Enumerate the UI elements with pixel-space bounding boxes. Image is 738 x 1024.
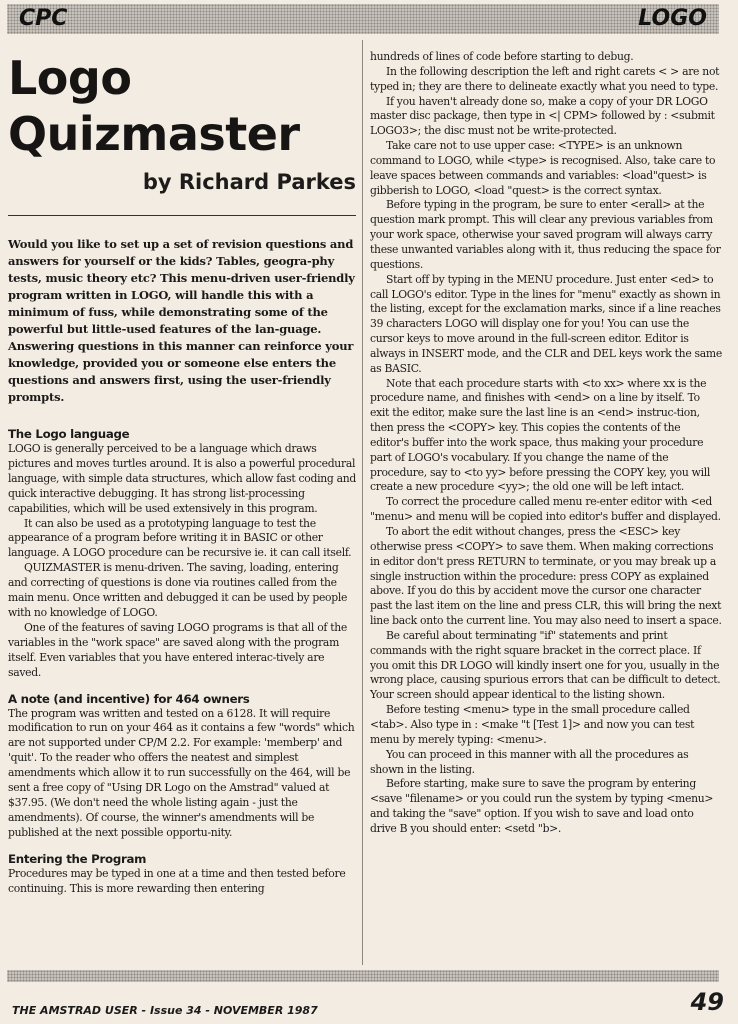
- paragraph: It can also be used as a prototyping language to test the appearance of a program before writing it in BASIC or other language. A LOGO procedure can be recursive ie. it can call itself.: [8, 516, 352, 560]
- paragraph: To abort the edit without changes, press the <ESC> key otherwise press <COPY> to save them. When making corrections in editor don't press RETURN to terminate, or you may break up a single instruction within the procedure: press COPY as explained above. If you do this by accident move the cursor one character past the last item on the line and press CLR, this will bring the next line back onto the current line. You may also need to insert a space.: [370, 525, 722, 628]
- section-label-logo: LOGO: [638, 6, 707, 31]
- paragraph: One of the features of saving LOGO programs is that all of the variables in the "work space" are saved along with the program itself. Even variables that you have entered interac-tively are saved.: [8, 620, 347, 679]
- paragraph: Before typing in the program, be sure to enter <erall> at the question mark prompt. This will clear any previous variables from your work space, otherwise your saved program will always carry these unwanted variables along with it, thus reducing the space for questions.: [370, 198, 721, 271]
- paragraph: You can proceed in this manner with all the procedures as shown in the listing.: [370, 747, 689, 776]
- header-band: [7, 4, 719, 34]
- section-label-cpc: CPC: [19, 6, 68, 31]
- paragraph: If you haven't already done so, make a copy of your DR LOGO master disc package, then type in <| CPM> followed by : <submit LOGO3>; the disc must not be write-protected.: [370, 94, 715, 138]
- paragraph: Procedures may be typed in one at a time and then tested before continuing. This is more rewarding then entering: [8, 866, 346, 895]
- title-line-1: Logo: [8, 51, 132, 105]
- heading-entering-program: Entering the Program: [8, 851, 147, 866]
- title-line-2: Quizmaster: [8, 107, 300, 161]
- paragraph: hundreds of lines of code before starting to debug.: [370, 50, 634, 63]
- left-column: [8, 420, 360, 896]
- byline: by Richard Parkes: [142, 170, 356, 194]
- paragraph: The program was written and tested on a 6128. It will require modification to run on your 464 as it contains a few "words" which are not supported under CP/M 2.2. For example: 'memberp' and 'quit'. To the reader who offers the neatest and simplest amendments which allow it to run successfully on the 464, will be sent a free copy of "Using DR Logo on the Amstrad" valued at $37.95. (We don't need the whole listing again - just the amendments). Of course, the winner's amendments will be published at the next possible opportu-nity.: [8, 706, 355, 839]
- paragraph: Note that each procedure starts with <to xx> where xx is the procedure name, and finishes with <end> on a line by itself. To exit the editor, make sure the last line is an <end> instruc-tion, then press the <COPY> key. This copies the contents of the editor's buffer into the work space, thus making your procedure part of LOGO's vocabulary. If you change the name of the procedure, say to <to yy> before pressing the COPY key, you will create a new procedure <yy>; the old one will be left intact.: [370, 376, 711, 494]
- heading-logo-language: The Logo language: [8, 427, 130, 441]
- paragraph: Be careful about terminating "if" statements and print commands with the right square bracket in the correct place. If you omit this DR LOGO will kindly insert one for you, usually in the wrong place, causing spurious errors that can be difficult to detect. Your screen should appear identical to the listing shown.: [370, 628, 721, 702]
- paragraph: To correct the procedure called menu re-enter editor with <ed "menu> and menu will be copied into editor's buffer and displayed.: [370, 495, 721, 524]
- lede-paragraph: Would you like to set up a set of revision questions and answers for yourself or the kids? Tables, geogra-phy tests, music theory etc? This menu-driven user-friendly program written in LOGO, will handle this with a minimum of fuss, while demonstrating some of the powerful but little-used features of the lan-guage. Answering questions in this manner can reinforce your knowledge, provided you or someone else enters the questions and answers first, using the user-friendly prompts.: [8, 237, 355, 404]
- paragraph: QUIZMASTER is menu-driven. The saving, loading, entering and correcting of questions is done via routines called from the main menu. Once written and debugged it can be used by people with no knowledge of LOGO.: [8, 561, 348, 619]
- paragraph: Take care not to use upper case: <TYPE> is an unknown command to LOGO, while <type> is recognised. Also, take care to leave spaces between commands and variables: <load"quest> is gibberish to LOGO, <load "quest> is the correct syntax.: [370, 139, 716, 197]
- paragraph: Before testing <menu> type in the small procedure called <tab>. Also type in : <make "t [Test 1]> and now you can test menu by merely typing: <menu>.: [370, 703, 695, 746]
- footer-issue-line: THE AMSTRAD USER - Issue 34 - NOVEMBER 1987: [12, 1004, 318, 1017]
- title-divider: [8, 215, 356, 216]
- column-divider: [362, 40, 363, 965]
- paragraph: Start off by typing in the MENU procedure. Just enter <ed> to call LOGO's editor. Type in the lines for "menu" exactly as shown in the listing, except for the exclamation marks, since if a line reaches 39 characters LOGO will display one for you! You can use the cursor keys to move around in the full-screen editor. Editor is always in INSERT mode, and the CLR and DEL keys work the same as BASIC.: [370, 272, 722, 375]
- right-column: [370, 50, 722, 837]
- paragraph: LOGO is generally perceived to be a language which draws pictures and moves turtles around. It is also a powerful procedural language, with simple data structures, which allow fast coding and quick interactive debugging. It has strong list-processing capabilities, which will be used extensively in this program.: [8, 442, 357, 515]
- paragraph: Before starting, make sure to save the program by entering <save "filename> or you could run the system by typing <menu> and taking the "save" option. If you wish to save and load onto drive B you should enter: <setd "b>.: [370, 777, 714, 835]
- article-title: [8, 50, 368, 162]
- footer-band: [7, 970, 719, 982]
- paragraph: In the following description the left and right carets < > are not typed in; they are there to delineate exactly what you need to type.: [370, 64, 720, 93]
- heading-464-owners: A note (and incentive) for 464 owners: [8, 691, 250, 706]
- page-number: 49: [690, 988, 724, 1016]
